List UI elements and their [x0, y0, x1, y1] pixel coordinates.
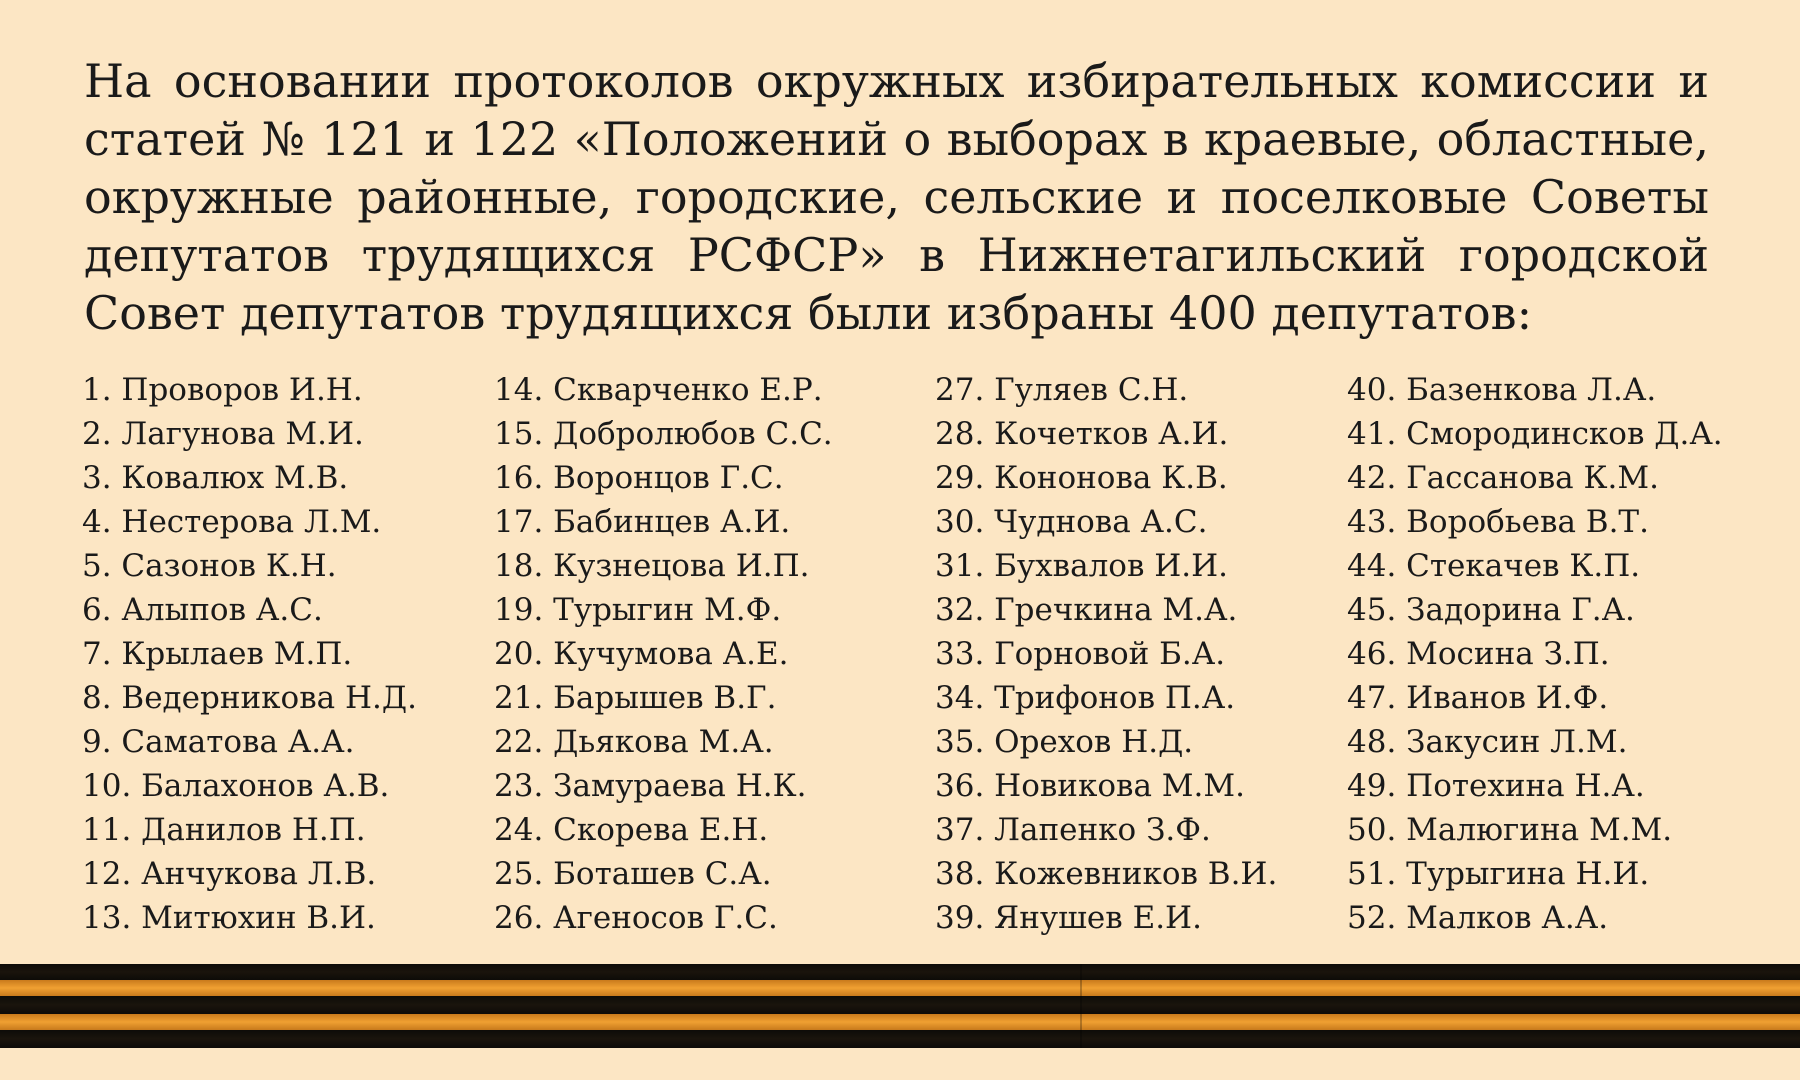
deputy-list-item: 51. Турыгина Н.И.	[1347, 856, 1650, 892]
ribbon-stripe-orange	[0, 1014, 1800, 1030]
deputy-list-item: 2. Лагунова М.И.	[82, 416, 364, 452]
intro-paragraph: На основании протоколов окружных избирательных комиссии и статей № 121 и 122 «Положений о выборах в краевые, областные, окружные районные, городские, сельские и поселковые Советы депутатов трудящихся РСФСР» в Нижнетагильский городской Совет депутатов трудящихся были избраны 400 депутатов:	[84, 54, 1709, 340]
deputy-list-item: 52. Малков А.А.	[1347, 900, 1609, 936]
deputy-list-item: 19. Турыгин М.Ф.	[494, 592, 782, 628]
deputy-list-item: 40. Базенкова Л.А.	[1347, 372, 1657, 408]
deputy-list-item: 32. Гречкина М.А.	[935, 592, 1238, 628]
deputy-list-item: 48. Закусин Л.М.	[1347, 724, 1628, 760]
deputy-list-item: 34. Трифонов П.А.	[935, 680, 1236, 716]
deputy-list-item: 37. Лапенко З.Ф.	[935, 812, 1211, 848]
deputy-list-item: 23. Замураева Н.К.	[494, 768, 807, 804]
deputy-list-item: 12. Анчукова Л.В.	[82, 856, 377, 892]
deputy-list-item: 39. Янушев Е.И.	[935, 900, 1202, 936]
deputy-list-item: 44. Стекачев К.П.	[1347, 548, 1641, 584]
deputy-list-item: 17. Бабинцев А.И.	[494, 504, 791, 540]
deputies-column-3	[935, 368, 1277, 940]
deputy-list-item: 30. Чуднова А.С.	[935, 504, 1208, 540]
deputy-list-item: 7. Крылаев М.П.	[82, 636, 353, 672]
deputy-list-item: 28. Кочетков А.И.	[935, 416, 1229, 452]
deputy-list-item: 18. Кузнецова И.П.	[494, 548, 810, 584]
deputy-list-item: 36. Новикова М.М.	[935, 768, 1245, 804]
deputy-list-item: 11. Данилов Н.П.	[82, 812, 366, 848]
deputy-list-item: 22. Дьякова М.А.	[494, 724, 774, 760]
deputy-list-item: 45. Задорина Г.А.	[1347, 592, 1635, 628]
deputy-list-item: 47. Иванов И.Ф.	[1347, 680, 1609, 716]
deputy-list-item: 35. Орехов Н.Д.	[935, 724, 1194, 760]
ribbon-stripe-black	[0, 996, 1800, 1014]
ribbon-stripe-black	[0, 1030, 1800, 1048]
deputy-list-item: 14. Скварченко Е.Р.	[494, 372, 823, 408]
deputy-list-item: 38. Кожевников В.И.	[935, 856, 1278, 892]
deputy-list-item: 24. Скорева Е.Н.	[494, 812, 769, 848]
deputy-list-item: 41. Смородинсков Д.А.	[1347, 416, 1723, 452]
deputy-list-item: 3. Ковалюх М.В.	[82, 460, 349, 496]
deputy-list-item: 6. Алыпов А.С.	[82, 592, 323, 628]
deputy-list-item: 9. Саматова А.А.	[82, 724, 355, 760]
deputies-column-4	[1347, 368, 1723, 940]
ribbon-stripe-black	[0, 964, 1800, 980]
deputy-list-item: 29. Кононова К.В.	[935, 460, 1228, 496]
deputy-list-item: 42. Гассанова К.М.	[1347, 460, 1659, 496]
deputy-list-item: 15. Добролюбов С.С.	[494, 416, 833, 452]
deputy-list-item: 25. Боташев С.А.	[494, 856, 772, 892]
deputy-list-item: 5. Сазонов К.Н.	[82, 548, 337, 584]
deputy-list-item: 21. Барышев В.Г.	[494, 680, 777, 716]
deputies-list	[82, 368, 1762, 948]
deputy-list-item: 16. Воронцов Г.С.	[494, 460, 784, 496]
deputy-list-item: 4. Нестерова Л.М.	[82, 504, 382, 540]
deputy-list-item: 20. Кучумова А.Е.	[494, 636, 789, 672]
deputy-list-item: 8. Ведерникова Н.Д.	[82, 680, 417, 716]
deputy-list-item: 31. Бухвалов И.И.	[935, 548, 1229, 584]
st-george-ribbon	[0, 964, 1800, 1052]
deputies-column-2	[494, 368, 833, 940]
deputy-list-item: 10. Балахонов А.В.	[82, 768, 390, 804]
ribbon-stripe-orange	[0, 980, 1800, 996]
deputy-list-item: 27. Гуляев С.Н.	[935, 372, 1189, 408]
deputy-list-item: 1. Проворов И.Н.	[82, 372, 363, 408]
deputy-list-item: 43. Воробьева В.Т.	[1347, 504, 1649, 540]
deputy-list-item: 49. Потехина Н.А.	[1347, 768, 1645, 804]
ribbon-seam	[1080, 964, 1082, 1048]
deputy-list-item: 50. Малюгина М.М.	[1347, 812, 1673, 848]
deputy-list-item: 26. Агеносов Г.С.	[494, 900, 778, 936]
deputy-list-item: 13. Митюхин В.И.	[82, 900, 376, 936]
deputies-column-1	[82, 368, 417, 940]
deputy-list-item: 33. Горновой Б.А.	[935, 636, 1226, 672]
deputy-list-item: 46. Мосина З.П.	[1347, 636, 1610, 672]
